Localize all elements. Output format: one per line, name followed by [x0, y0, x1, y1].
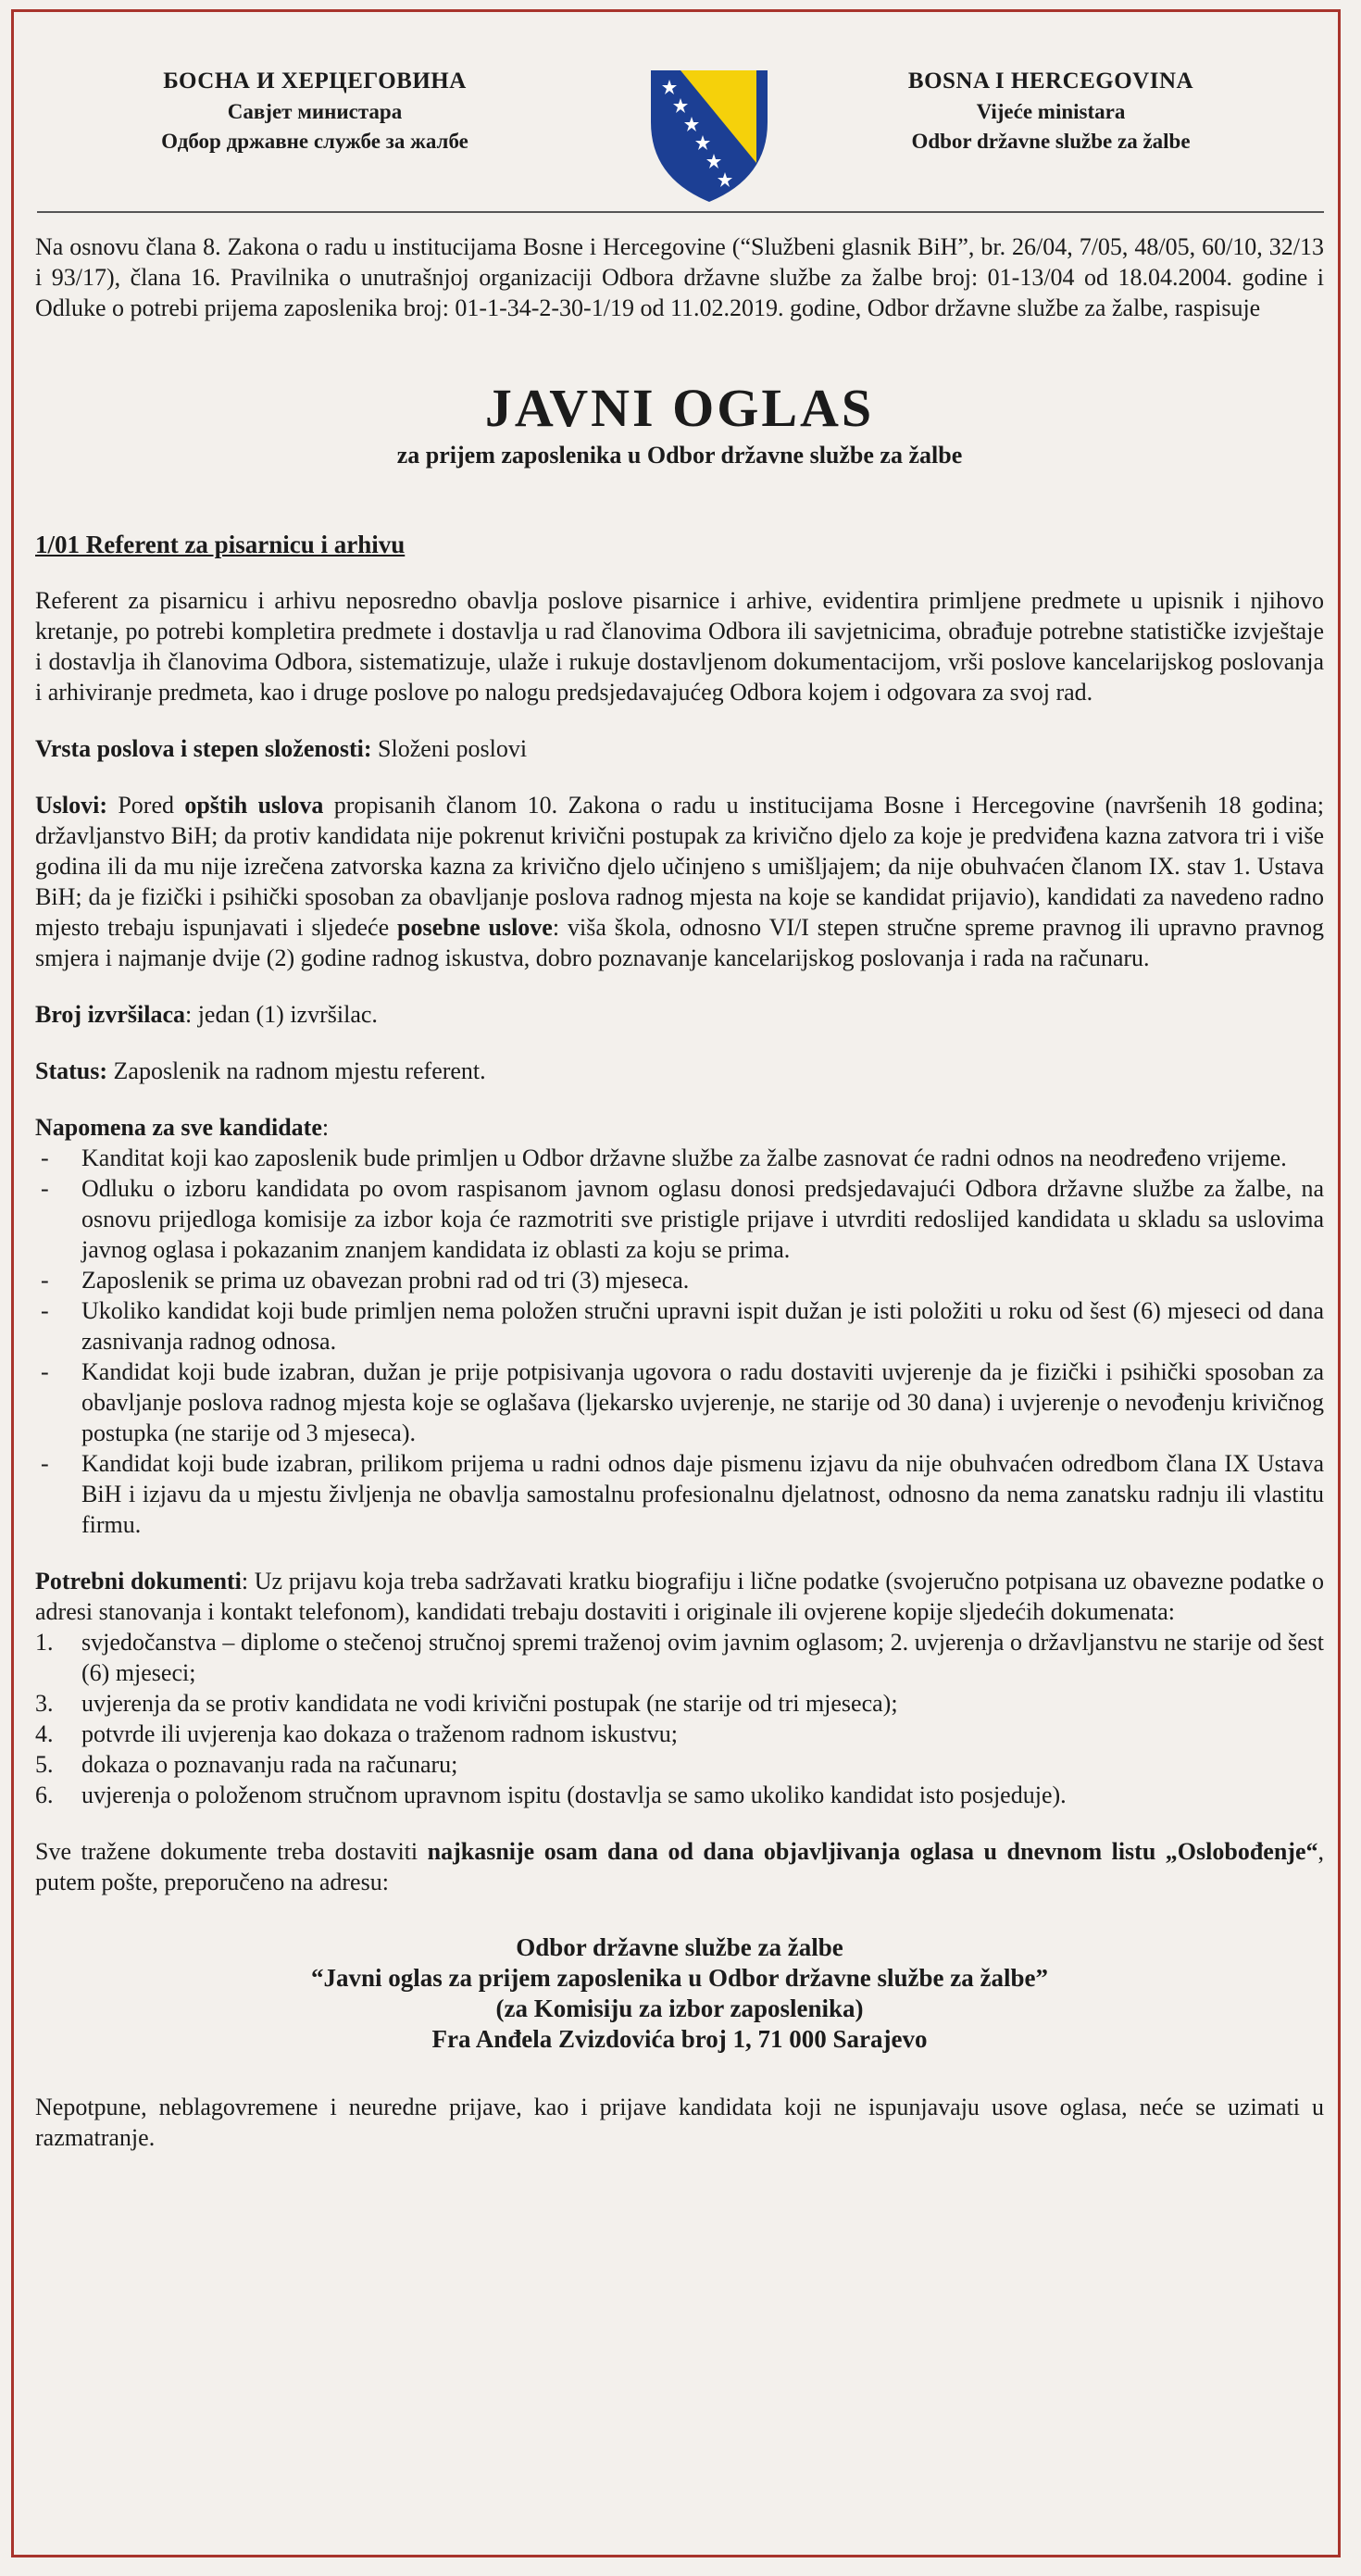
special-conditions-term: posebne uslove [397, 914, 553, 941]
item-number: 3. [35, 1690, 54, 1717]
general-conditions-term: opštih uslova [184, 792, 324, 819]
item-text: uvjerenja da se protiv kandidata ne vodi krivični postupak (ne starije od tri mjeseca); [81, 1690, 898, 1717]
position-description: Referent za pisarnicu i arhivu neposredno obavlja poslove pisarnice i arhive, evidentira primljene predmete u upisnik i njihovo kretanje, po potrebi kompletira predmete i dostavlja u rad članovima Odbora ili savjetnicima, obrađuje potrebne statističke izvještaje i dostavlja ih članovima Odbora, sistematizuje, ulaže i rukuje dostavljenom dokumentacijom, vrši poslove kancelarijskog poslovanja i arhiviranje predmeta, kao i druge poslove po nalogu predsjedavajućeg Odbora kojem i odgovara za svoj rad. [35, 587, 1324, 706]
notes-heading-text: Napomena za sve kandidate [35, 1114, 322, 1141]
conditions-label: Uslovi: [35, 792, 107, 819]
legal-basis-paragraph: Na osnovu člana 8. Zakona o radu u institucijama Bosne i Hercegovine (“Službeni glasnik BiH”, br. 26/04, 7/05, 48/05, 60/10, 32/13 i 93/17), člana 16. Pravilnika o unutrašnjoj organizaciji Odbora državne službe za žalbe broj: 01-13/04 od 18.04.2004. godine i Odluke o potrebi prijema zaposlenika broj: 01-1-34-2-30-1/19 od 11.02.2019. godine, Odbor državne službe za žalbe, raspisuje [35, 233, 1324, 321]
item-text: dokaza o poznavanju rada na računaru; [81, 1751, 458, 1778]
list-item: - Kandidat koji bude izabran, dužan je prije potpisivanja ugovora o radu dostaviti uvjerenje da je fizički i psihički sposoban za obavljanje poslova radnog mjesta koje se oglašava (ljekarsko uvjerenje, ne starije od 30 dana) i uvjerenje o nevođenju krivičnog postupka (ne starije od 3 mjeseca). [35, 1357, 1324, 1448]
council-name-latin: Vijeće ministara [976, 100, 1126, 123]
address-line: “Javni oglas za prijem zaposlenika u Odbor državne službe za žalbe” [310, 1964, 1048, 1992]
job-type-value: Složeni poslovi [371, 735, 528, 762]
list-item [35, 1688, 1324, 1719]
job-type-label: Vrsta poslova i stepen složenosti: [35, 735, 372, 762]
notes-heading-colon: : [321, 1114, 330, 1141]
announcement-body [35, 231, 1324, 2153]
letterhead-cyrillic [93, 69, 537, 154]
item-number: 4. [35, 1720, 54, 1747]
country-name-cyrillic: БОСНА И ХЕРЦЕГОВИНА [163, 69, 467, 94]
positions-count-label: Broj izvršilaca [35, 1001, 185, 1028]
council-name-cyrillic: Савјет министара [227, 100, 403, 123]
status-label: Status: [35, 1057, 108, 1084]
item-number: 1. [35, 1629, 54, 1656]
list-item: - Ukoliko kandidat koji bude primljen nema položen stručni upravni ispit dužan je isti položiti u roku od šest (6) mjeseci od dana zasnivanja radnog odnosa. [35, 1295, 1324, 1357]
documents-intro: : Uz prijavu koja treba sadržavati kratku biografiju i lične podatke (svojeručno potpisana uz obavezne podatke o adresi stanovanja i kontakt telefonom), kandidati trebaju dostaviti i originale ili ovjerene kopije sljedećih dokumenata: [35, 1568, 1325, 1625]
address-line: Fra Anđela Zvizdovića broj 1, 71 000 Sarajevo [431, 2025, 928, 2053]
positions-count-value: : jedan (1) izvršilac. [184, 1001, 378, 1028]
employment-status [35, 1056, 1324, 1086]
country-name-latin: BOSNA I HERCEGOVINA [907, 69, 1194, 94]
header-divider [37, 211, 1324, 213]
submission-paragraph [35, 1836, 1324, 1897]
closing-paragraph: Nepotpune, neblagovremene i neuredne prijave, kao i prijave kandidata koji ne ispunjavaju usove oglasa, neće se uzimati u razmatranje. [35, 2094, 1324, 2151]
notes-list [35, 1143, 1324, 1540]
announcement-subtitle: za prijem zaposlenika u Odbor državne službe za žalbe [396, 442, 963, 469]
letterhead [0, 33, 1361, 191]
notes-heading [35, 1112, 1324, 1143]
conditions-text: Pored [107, 792, 185, 819]
item-text: svjedočanstva – diplome o stečenoj stručnoj spremi traženoj ovim javnim oglasom; 2. uvjerenja o državljanstvu ne starije od šest (6) mjeseci; [81, 1629, 1324, 1686]
address-line: (za Komisiju za izbor zaposlenika) [495, 1995, 864, 2022]
coat-of-arms-icon [645, 67, 773, 206]
address-line: Odbor državne službe za žalbe [516, 1933, 843, 1961]
conditions-text: : viša škola, odnosno VI/I stepen stručne spreme pravnog ili upravno pravnog smjera i najmanje dvije (2) godine radnog iskustva, dobro poznavanje kancelarijskog poslovanja i rada na računaru. [35, 914, 1324, 971]
mailing-address [35, 1932, 1324, 2055]
board-name-latin: Odbor državne službe za žalbe [911, 130, 1191, 153]
positions-count [35, 999, 1324, 1030]
submission-deadline: najkasnije osam dana od dana objavljivanja oglasa u dnevnom listu „Oslobođenje“ [427, 1838, 1318, 1865]
list-item [35, 1627, 1324, 1688]
list-item: - Zaposlenik se prima uz obavezan probni rad od tri (3) mjeseca. [35, 1265, 1324, 1295]
submission-text: , putem pošte, preporučeno na adresu: [35, 1838, 1324, 1895]
board-name-cyrillic: Одбор државне службе за жалбе [161, 130, 468, 153]
documents-list [35, 1627, 1324, 1810]
list-item [35, 1780, 1324, 1810]
list-item: - Odluku o izboru kandidata po ovom raspisanom javnom oglasu donosi predsjedavajući Odbora državne službe za žalbe, na osnovu prijedloga komisije za izbor koja će razmotriti sve pristigle prijave i utvrditi redoslijed kandidata u skladu sa uslovima javnog oglasa i pokazanim znanjem kandidata iz oblasti za koju se prima. [35, 1173, 1324, 1265]
job-type [35, 733, 1324, 764]
documents-heading: Potrebni dokumenti [35, 1568, 242, 1594]
item-text: uvjerenja o položenom stručnom upravnom ispitu (dostavlja se samo ukoliko kandidat isto posjeduje). [81, 1782, 1067, 1808]
item-number: 5. [35, 1751, 54, 1778]
list-item [35, 1749, 1324, 1780]
status-value: Zaposlenik na radnom mjestu referent. [107, 1057, 486, 1084]
announcement-title: JAVNI OGLAS [484, 378, 875, 438]
position-title: 1/01 Referent za pisarnicu i arhivu [35, 531, 406, 558]
letterhead-latin [829, 69, 1273, 154]
list-item: - Kandidat koji bude izabran, prilikom prijema u radni odnos daje pismenu izjavu da nije obuhvaćen odredbom člana IX Ustava BiH i izjavu da u mjestu življenja ne obavlja samostalnu profesionalnu djelatnost, odnosno da nema zanatsku radnju ili vlastitu firmu. [35, 1448, 1324, 1540]
item-number: 6. [35, 1782, 54, 1808]
item-text: potvrde ili uvjerenja kao dokaza o traženom radnom iskustvu; [81, 1720, 679, 1747]
list-item: - Kanditat koji kao zaposlenik bude primljen u Odbor državne službe za žalbe zasnovat će radni odnos na neodređeno vrijeme. [35, 1143, 1324, 1173]
documents-paragraph [35, 1566, 1324, 1627]
list-item [35, 1719, 1324, 1749]
conditions-text: propisanih članom 10. Zakona o radu u institucijama Bosne i Hercegovine (navršenih 18 godina; državljanstvo BiH; da protiv kandidata nije pokrenut krivični postupak za krivično djelo za koje je predviđena kazna zatvora tri i više godina ili da mu nije izrečena zatvorska kazna za krivično djelo učinjeno s umišljajem; da nije obuhvaćen članom IX. stav 1. Ustava BiH; da je fizički i psihički sposoban za obavljanje poslova radnog mjesta na koje se kandidat prijavio), kandidati za navedeno radno mjesto trebaju ispunjavati i sljedeće [35, 792, 1324, 941]
submission-text: Sve tražene dokumente treba dostaviti [35, 1838, 428, 1865]
conditions-paragraph [35, 790, 1324, 973]
